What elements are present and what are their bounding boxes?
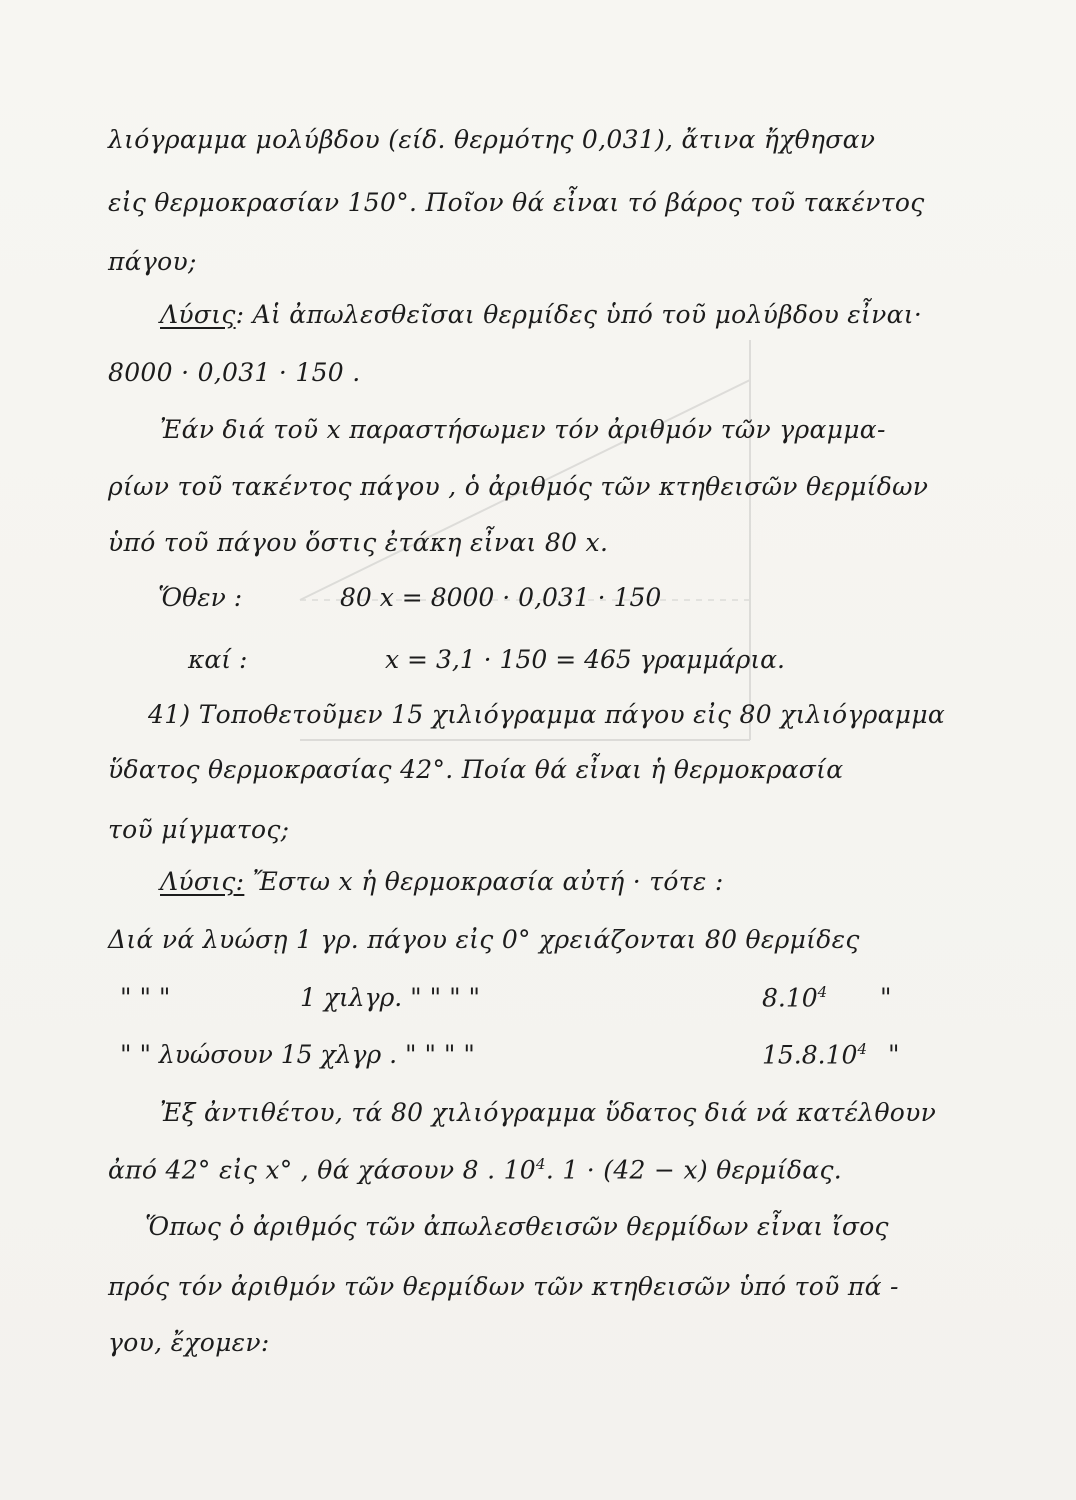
text-line-6: Ἐάν διά τοῦ x παραστήσωμεν τόν ἀριθμόν τῶν γραμμα- [160, 415, 886, 444]
text-line-22: γου, ἔχομεν: [108, 1328, 270, 1357]
text-line-12: ὕδατος θερμοκρασίας 42°. Ποία θά εἶναι ἡ θερμοκρασία [108, 755, 844, 784]
equation-1: 80 x = 8000 · 0,031 · 150 [340, 583, 662, 612]
solution-label: Λύσις [160, 300, 236, 329]
equation-label-hence: Ὅθεν : [158, 583, 243, 612]
value-16c: 8.10 [762, 983, 818, 1013]
ditto-mark-17d: " [888, 1040, 900, 1069]
text-line-19-b: . 1 · (42 − x) θερμίδας. [545, 1155, 842, 1185]
text-line-4 [160, 300, 922, 329]
exponent-16c: 4 [817, 983, 828, 1001]
exponent-19: 4 [536, 1155, 546, 1173]
text-line-2: εἰς θερμοκρασίαν 150°. Ποῖον θά εἶναι τό βάρος τοῦ τακέντος [108, 188, 925, 217]
equation-label-and: καί : [188, 645, 248, 674]
text-line-15: Διά νά λυώσῃ 1 γρ. πάγου εἰς 0° χρειάζονται 80 θερμίδες [108, 925, 860, 954]
text-line-8: ὑπό τοῦ πάγου ὅστις ἐτάκη εἶναι 80 x. [108, 528, 609, 557]
ditto-row-16c [762, 983, 827, 1012]
text-line-3: πάγου; [108, 247, 197, 276]
equation-2: x = 3,1 · 150 = 465 γραμμάρια. [385, 645, 785, 674]
text-line-14 [160, 867, 724, 896]
text-line-11: 41) Τοποθετοῦμεν 15 χιλιόγραμμα πάγου εἰς 80 χιλιόγραμμα [148, 700, 946, 729]
text-line-21: πρός τόν ἀριθμόν τῶν θερμίδων τῶν κτηθεισῶν ὑπό τοῦ πά - [108, 1272, 899, 1301]
text-line-20: Ὅπως ὁ ἀριθμός τῶν ἀπωλεσθεισῶν θερμίδων εἶναι ἴσος [145, 1212, 889, 1241]
ditto-row-17a: " " λυώσουν 15 χλγρ . " " " " [120, 1040, 475, 1069]
solution-label-2: Λύσις: [160, 867, 245, 896]
ditto-mark-16d: " [880, 983, 892, 1012]
text-line-1: λιόγραμμα μολύβδου (είδ. θερμότης 0,031), ἄτινα ἤχθησαν [108, 125, 876, 154]
text-line-13: τοῦ μίγματος; [108, 815, 290, 844]
text-line-18: Ἐξ ἀντιθέτου, τά 80 χιλιόγραμμα ὕδατος διά νά κατέλθουν [160, 1098, 937, 1127]
text-line-5: 8000 · 0,031 · 150 . [108, 358, 361, 387]
text-line-19 [108, 1155, 842, 1184]
text-line-7: ρίων τοῦ τακέντος πάγου , ὁ ἀριθμός τῶν κτηθεισῶν θερμίδων [108, 472, 929, 501]
ditto-row-17c [762, 1040, 867, 1069]
text-line-19-a: ἀπό 42° εἰς x° , θά χάσουν 8 . 10 [108, 1155, 537, 1185]
ditto-marks-16a: " " " [120, 983, 171, 1012]
text-line-14-rest: Ἔστω x ἡ θερμοκρασία αὐτή · τότε : [244, 867, 724, 896]
ditto-row-16b: 1 χιλγρ. " " " " [300, 983, 481, 1012]
exponent-17c: 4 [857, 1040, 867, 1058]
value-17c: 15.8.10 [762, 1040, 858, 1070]
text-line-4-rest: : Αἱ ἀπωλεσθεῖσαι θερμίδες ὑπό τοῦ μολύβδου εἶναι· [235, 300, 923, 329]
